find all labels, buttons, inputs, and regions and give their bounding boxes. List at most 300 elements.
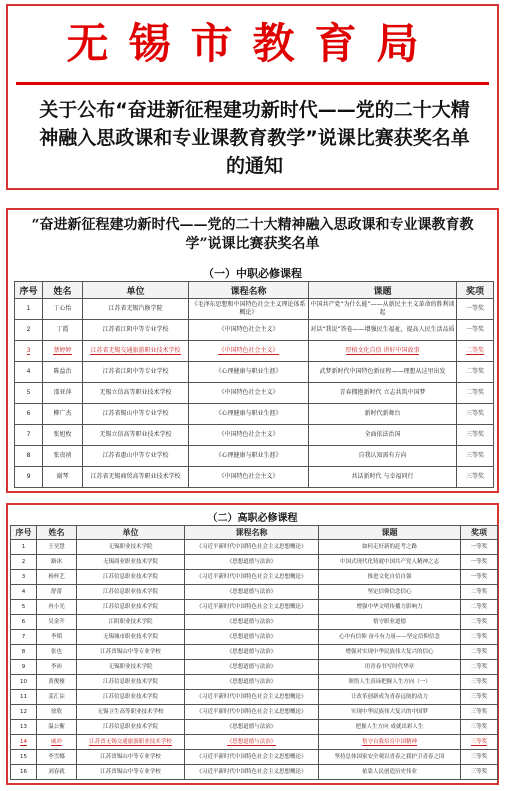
table-row [11, 660, 498, 675]
table-row [11, 705, 498, 720]
cell-text: 冉小光 [48, 603, 65, 610]
cell-text: 坚持总体国家安全观以青春之我护卫青春之国 [334, 753, 445, 760]
cell-text: 《思想道德与法治》 [226, 618, 277, 625]
cell-text: 蔡婷婷 [53, 347, 72, 354]
cell-topic [309, 299, 457, 320]
table-row [11, 570, 498, 585]
cell-name [43, 362, 83, 383]
cell-unit [77, 765, 185, 780]
cell-text: 《思想道德与法治》 [226, 663, 277, 670]
cell-text: 邵亚萍 [53, 389, 72, 396]
table-row [11, 585, 498, 600]
cell-text: 张也 [50, 648, 62, 655]
cell-text: 12 [20, 708, 27, 715]
column-header-index: 序号 [11, 526, 37, 540]
cell-text: 丁霞 [56, 326, 69, 333]
cell-text: 8 [26, 452, 31, 459]
cell-text: 《思想道德与法治》 [226, 633, 277, 640]
cell-text: 张旭枚 [53, 431, 72, 438]
cell-topic [309, 341, 457, 362]
cell-text: 实现中华民族伟大复兴的中国梦 [350, 708, 428, 715]
award-table-secondary [14, 281, 494, 488]
column-header-course: 课程名称 [185, 526, 319, 540]
cell-course [185, 705, 319, 720]
cell-text: 三等奖 [470, 768, 488, 775]
cell-unit [83, 467, 189, 488]
cell-text: 三等奖 [465, 452, 484, 459]
cell-text: 江阴职业技术学院 [108, 618, 153, 625]
cell-text: 江苏信息职业技术学院 [102, 723, 158, 730]
cell-text: 江苏信息职业技术学院 [102, 603, 158, 610]
column-header-name: 姓名 [43, 282, 83, 299]
cell-text: 用青春书写时代华章 [364, 663, 415, 670]
cell-index [11, 675, 37, 690]
cell-course [185, 645, 319, 660]
cell-text: 三等奖 [465, 410, 484, 417]
award-list-secondary-card [6, 208, 499, 493]
cell-topic [319, 570, 461, 585]
cell-course [185, 750, 319, 765]
cell-text: 自我认知需有方向 [358, 452, 407, 459]
cell-course [189, 362, 309, 383]
cell-text: 姜汇淙 [48, 693, 65, 700]
cell-name [43, 320, 83, 341]
cell-text: 让改革创新成为青春远航的动力 [350, 693, 428, 700]
cell-index [11, 660, 37, 675]
table-header-row [15, 282, 494, 299]
cell-text: 一等奖 [465, 305, 484, 312]
award-list-title: “奋进新征程建功新时代——党的二十大精神融入思政课和专业课教育教学”说课比赛获奖名单 [31, 217, 474, 252]
cell-award [457, 383, 494, 404]
cell-text: 江苏省锡山中等专业学校 [102, 410, 169, 417]
cell-course [185, 690, 319, 705]
cell-name [37, 645, 77, 660]
cell-text: 无锡立信高等职业技术学校 [99, 431, 172, 438]
cell-index [15, 341, 43, 362]
cell-name [37, 735, 77, 750]
section-title-secondary: （一）中职必修课程 [203, 267, 302, 280]
cell-text: 丁心怡 [53, 305, 72, 312]
table-row [15, 425, 494, 446]
cell-award [461, 660, 498, 675]
table-row [15, 362, 494, 383]
cell-text: 江苏省锡山中等专业学校 [100, 768, 161, 775]
cell-award [461, 615, 498, 630]
cell-topic [319, 750, 461, 765]
cell-award [461, 540, 498, 555]
cell-text: 1 [21, 543, 26, 550]
cell-text: 6 [26, 410, 31, 417]
cell-index [15, 299, 43, 320]
cell-text: 4 [21, 588, 26, 595]
cell-text: 《习近平新时代中国特色社会主义思想概论》 [196, 753, 307, 760]
cell-text: 8 [21, 648, 26, 655]
cell-text: 《思想道德与法治》 [226, 723, 277, 730]
cell-text: 无锡职业技术学院 [108, 663, 153, 670]
cell-text: 《心理健康与职业生涯》 [215, 410, 282, 417]
cell-name [43, 383, 83, 404]
cell-text: 厚植文化自信 讲好中国故事 [345, 347, 420, 354]
cell-text: 江苏省无锡汽修学院 [108, 305, 163, 312]
cell-topic [309, 320, 457, 341]
cell-unit [83, 404, 189, 425]
cell-course [185, 765, 319, 780]
cell-text: 三等奖 [465, 431, 484, 438]
cell-text: 谢琴 [56, 473, 69, 480]
cell-unit [77, 555, 185, 570]
cell-text: 三等奖 [470, 753, 488, 760]
cell-text: 《思想道德与法治》 [226, 678, 277, 685]
column-header-award: 奖项 [457, 282, 494, 299]
cell-name [37, 750, 77, 765]
cell-text: 二等奖 [470, 603, 488, 610]
cell-text: 三等奖 [470, 693, 488, 700]
cell-award [461, 645, 498, 660]
cell-text: 5 [21, 603, 26, 610]
cell-award [461, 720, 498, 735]
cell-name [37, 615, 77, 630]
cell-course [189, 299, 309, 320]
cell-name [37, 705, 77, 720]
cell-text: 无锡职业技术学院 [108, 543, 153, 550]
cell-text: 《中国特色社会主义》 [218, 347, 279, 354]
cell-text: 全面依法治国 [364, 431, 401, 438]
cell-text: 《思想道德与法治》 [226, 648, 277, 655]
cell-text: 一等奖 [470, 543, 488, 550]
cell-unit [77, 585, 185, 600]
notice-header-card [6, 4, 499, 190]
cell-text: 江苏信息职业技术学院 [102, 588, 158, 595]
cell-text: 《毛泽东思想和中国特色社会主义理论体系概论》 [191, 301, 306, 316]
cell-course [185, 540, 319, 555]
table-row [15, 341, 494, 362]
cell-unit [83, 299, 189, 320]
cell-course [189, 446, 309, 467]
cell-award [461, 705, 498, 720]
cell-text: 《习近平新时代中国特色社会主义思想概论》 [196, 768, 307, 775]
cell-course [185, 735, 319, 750]
cell-unit [77, 720, 185, 735]
cell-text: 心中有信仰 奋斗有力量——坚定信仰信念 [339, 633, 440, 640]
cell-text: 15 [20, 753, 27, 760]
column-header-name: 姓名 [37, 526, 77, 540]
cell-text: 三等奖 [470, 678, 488, 685]
cell-unit [77, 735, 185, 750]
cell-text: 江苏省锡山中等专业学校 [100, 648, 161, 655]
cell-award [461, 735, 498, 750]
cell-topic [319, 705, 461, 720]
cell-text: 2 [26, 326, 31, 333]
cell-text: 《习近平新时代中国特色社会主义思想概论》 [196, 543, 307, 550]
cell-award [457, 341, 494, 362]
table-body [11, 540, 498, 780]
cell-topic [319, 540, 461, 555]
cell-unit [77, 675, 185, 690]
cell-course [189, 425, 309, 446]
cell-text: 江苏省无锡交通旅游职业技术学校 [89, 738, 172, 745]
cell-text: 一等奖 [465, 326, 484, 333]
cell-text: 三等奖 [470, 708, 488, 715]
cell-course [185, 630, 319, 645]
cell-course [185, 615, 319, 630]
cell-text: 二等奖 [465, 347, 484, 354]
cell-name [37, 540, 77, 555]
cell-award [461, 570, 498, 585]
cell-text: 9 [26, 473, 31, 480]
cell-unit [77, 660, 185, 675]
cell-text: 如何走好新的赶考之路 [361, 543, 417, 550]
cell-name [43, 425, 83, 446]
table-row [11, 600, 498, 615]
cell-name [37, 630, 77, 645]
cell-course [185, 660, 319, 675]
cell-unit [83, 320, 189, 341]
award-table-higher [10, 525, 498, 780]
cell-text: 路冰 [50, 558, 62, 565]
cell-name [43, 446, 83, 467]
column-header-topic: 课题 [309, 282, 457, 299]
cell-text: 江苏省江阴中等专业学校 [102, 368, 169, 375]
cell-name [43, 299, 83, 320]
cell-award [457, 320, 494, 341]
cell-text: 一等奖 [470, 573, 488, 580]
cell-unit [83, 362, 189, 383]
cell-name [43, 341, 83, 362]
cell-text: 无锡商业职业技术学院 [102, 558, 158, 565]
cell-index [11, 540, 37, 555]
table-row [11, 615, 498, 630]
cell-index [11, 765, 37, 780]
cell-topic [319, 630, 461, 645]
table-row [11, 750, 498, 765]
cell-text: 江苏信息职业技术学院 [102, 573, 158, 580]
cell-unit [77, 690, 185, 705]
cell-text: 戚冲 [50, 738, 62, 745]
cell-unit [77, 600, 185, 615]
cell-index [15, 425, 43, 446]
cell-index [11, 735, 37, 750]
cell-text: 三等奖 [470, 723, 488, 730]
cell-text: 《思想道德与法治》 [226, 588, 277, 595]
cell-text: 舒蕾 [50, 588, 62, 595]
cell-text: 无锡城市职业技术学院 [102, 633, 158, 640]
column-header-course: 课程名称 [189, 282, 309, 299]
cell-unit [77, 705, 185, 720]
cell-award [461, 630, 498, 645]
cell-text: 3 [21, 573, 26, 580]
cell-text: 武梦新时代中国特色新征程——理想从这里出发 [319, 368, 446, 375]
cell-topic [319, 615, 461, 630]
cell-name [37, 675, 77, 690]
cell-text: 7 [21, 633, 26, 640]
cell-text: 李韬 [50, 633, 62, 640]
cell-text: 中国式现代化铸就中国共产党人精神之志 [339, 558, 439, 565]
cell-text: 把握人生方向 成就出彩人生 [355, 723, 424, 730]
cell-award [457, 467, 494, 488]
cell-text: 依靠人民创造历史伟业 [361, 768, 417, 775]
cell-unit [77, 645, 185, 660]
red-divider [16, 82, 489, 85]
cell-text: 3 [26, 347, 31, 354]
cell-award [461, 765, 498, 780]
table-row [11, 690, 498, 705]
cell-topic [309, 383, 457, 404]
cell-text: 柳广杰 [53, 410, 72, 417]
cell-text: 江苏省锡山中等专业学校 [100, 753, 161, 760]
cell-topic [319, 735, 461, 750]
cell-text: 杨梓艺 [48, 573, 65, 580]
cell-text: 恪守自我培育中国精神 [361, 738, 417, 745]
cell-text: 江苏信息职业技术学院 [102, 678, 158, 685]
table-row [11, 720, 498, 735]
cell-unit [77, 750, 185, 765]
cell-text: 中国共产党“为什么能”——从新民主主义革命的胜利谈起 [310, 301, 455, 316]
cell-text: 二等奖 [470, 648, 488, 655]
cell-index [15, 404, 43, 425]
org-title: 无锡市教育局 [66, 19, 439, 68]
cell-text: 1 [26, 305, 31, 312]
cell-unit [83, 341, 189, 362]
cell-course [185, 555, 319, 570]
cell-text: 二等奖 [465, 368, 484, 375]
cell-index [15, 320, 43, 341]
cell-index [15, 446, 43, 467]
cell-topic [309, 425, 457, 446]
cell-award [461, 600, 498, 615]
cell-text: 三等奖 [465, 473, 484, 480]
cell-index [11, 690, 37, 705]
cell-name [37, 570, 77, 585]
cell-text: 领悟人生真谛把握人生方向（一） [348, 678, 431, 685]
cell-course [185, 675, 319, 690]
table-row [11, 645, 498, 660]
cell-name [37, 555, 77, 570]
cell-topic [309, 404, 457, 425]
cell-text: 江苏省无锡商贸高等职业技术学校 [90, 473, 181, 480]
cell-course [185, 585, 319, 600]
cell-name [37, 720, 77, 735]
table-row [11, 630, 498, 645]
cell-course [189, 320, 309, 341]
table-row [15, 320, 494, 341]
cell-index [11, 705, 37, 720]
cell-text: 增强中华文明传播力影响力 [356, 603, 423, 610]
cell-text: 二等奖 [470, 618, 488, 625]
table-row [11, 675, 498, 690]
cell-text: 江苏信息职业技术学院 [102, 693, 158, 700]
table-row [15, 446, 494, 467]
cell-text: 推进文化自信自强 [367, 573, 412, 580]
cell-text: 2 [21, 558, 26, 565]
cell-topic [319, 690, 461, 705]
cell-text: 《思想道德与法治》 [226, 558, 277, 565]
cell-text: 《中国特色社会主义》 [218, 389, 279, 396]
cell-topic [319, 600, 461, 615]
notice-title: 关于公布“奋进新征程建功新时代——党的二十大精神融入思政课和专业课教育教学”说课比赛获奖名单的通知 [39, 99, 470, 177]
table-row [15, 404, 494, 425]
cell-topic [319, 765, 461, 780]
cell-index [11, 615, 37, 630]
cell-text: 《中国特色社会主义》 [218, 473, 279, 480]
cell-award [457, 299, 494, 320]
column-header-award: 奖项 [461, 526, 498, 540]
column-header-unit: 单位 [77, 526, 185, 540]
cell-index [15, 362, 43, 383]
cell-text: 《习近平新时代中国特色社会主义思想概论》 [196, 693, 307, 700]
cell-index [11, 750, 37, 765]
cell-text: 徐欣 [50, 708, 62, 715]
table-header-row [11, 526, 498, 540]
cell-award [457, 446, 494, 467]
cell-award [461, 555, 498, 570]
cell-topic [319, 555, 461, 570]
cell-text: 吴金升 [48, 618, 65, 625]
cell-text: 5 [26, 389, 31, 396]
cell-index [15, 383, 43, 404]
table-body [15, 299, 494, 488]
cell-name [43, 404, 83, 425]
cell-index [15, 467, 43, 488]
cell-index [11, 555, 37, 570]
table-row [15, 383, 494, 404]
cell-name [37, 765, 77, 780]
cell-award [461, 585, 498, 600]
cell-text: 江苏省惠山中等专业学校 [102, 452, 169, 459]
cell-text: 刘春就 [48, 768, 65, 775]
cell-text: 共话新时代 与幸福同行 [351, 473, 414, 480]
cell-unit [83, 425, 189, 446]
cell-text: 《心理健康与职业生涯》 [215, 368, 282, 375]
cell-text: 二等奖 [470, 588, 488, 595]
cell-index [11, 720, 37, 735]
cell-text: 三等奖 [470, 738, 488, 745]
cell-text: 6 [21, 618, 26, 625]
column-header-topic: 课题 [319, 526, 461, 540]
cell-name [37, 600, 77, 615]
cell-course [189, 467, 309, 488]
cell-name [37, 660, 77, 675]
table-row [11, 555, 498, 570]
cell-course [185, 600, 319, 615]
cell-award [457, 362, 494, 383]
cell-topic [309, 467, 457, 488]
cell-text: 4 [26, 368, 31, 375]
cell-text: 李雪娜 [48, 753, 65, 760]
cell-text: 二等奖 [470, 663, 488, 670]
table-row [11, 540, 498, 555]
cell-text: 温公衡 [48, 723, 65, 730]
cell-text: 张贵祯 [53, 452, 72, 459]
cell-text: 13 [20, 723, 27, 730]
cell-unit [83, 383, 189, 404]
cell-text: 11 [20, 693, 27, 700]
cell-text: 《习近平新时代中国特色社会主义思想概论》 [196, 708, 307, 715]
cell-text: 16 [20, 768, 27, 775]
table-row [15, 299, 494, 320]
cell-text: 王昊慧 [48, 543, 65, 550]
cell-text: 江苏省无锡交通旅游职业技术学校 [90, 347, 181, 354]
cell-text: 二等奖 [465, 389, 484, 396]
cell-text: 对话“我说”答卷——增强民生福祉，提高人民生活品质 [310, 326, 455, 333]
cell-unit [83, 446, 189, 467]
cell-course [189, 341, 309, 362]
cell-text: 《中国特色社会主义》 [218, 326, 279, 333]
cell-topic [319, 645, 461, 660]
cell-award [461, 750, 498, 765]
cell-text: 黄俊雅 [48, 678, 65, 685]
cell-topic [319, 720, 461, 735]
cell-text: 《思想道德与法治》 [226, 738, 277, 745]
